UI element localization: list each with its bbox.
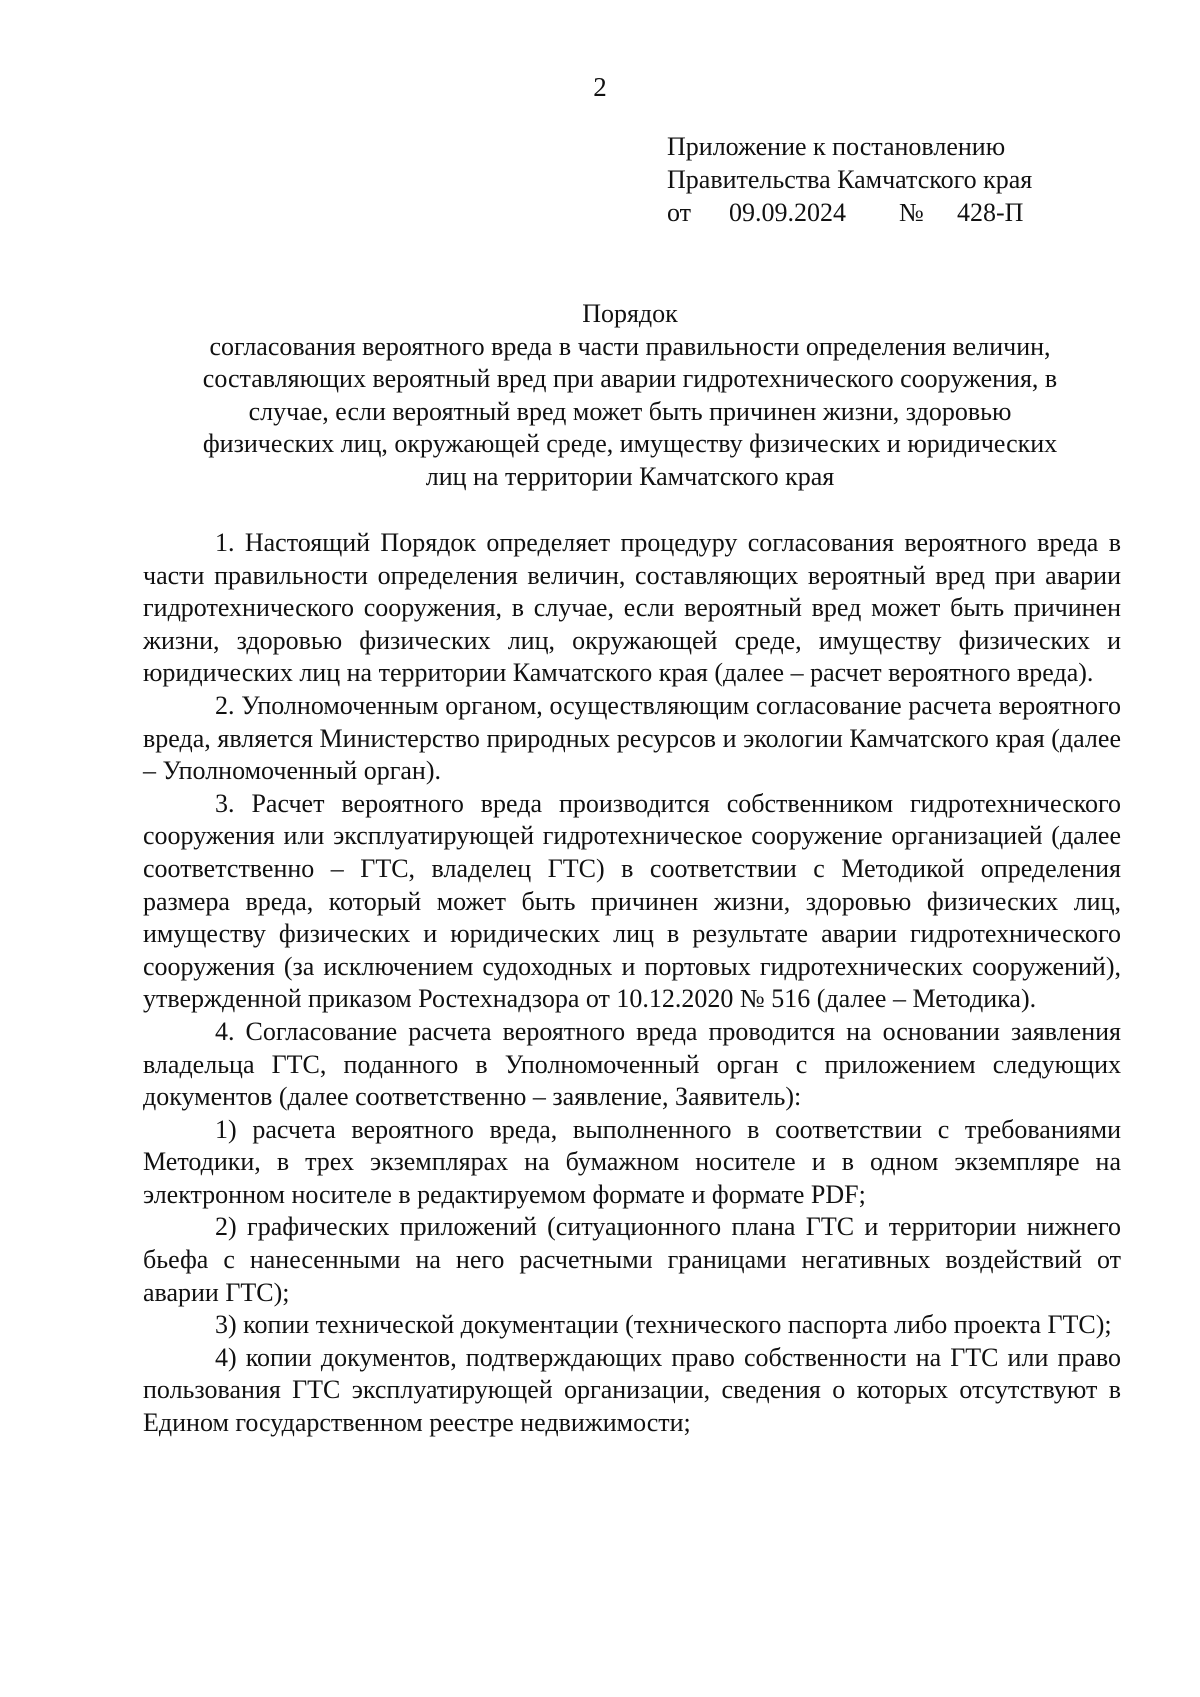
document-date: 09.09.2024	[729, 198, 846, 227]
title-line: согласования вероятного вреда в части правильности определения величин,	[209, 331, 1051, 361]
title-subtitle	[130, 331, 1130, 494]
page-number: 2	[593, 72, 607, 102]
appendix-line-1: Приложение к постановлению	[667, 132, 1006, 161]
title-line: составляющих вероятный вред при аварии гидротехнического сооружения, в	[202, 364, 1058, 394]
title-main: Порядок	[582, 299, 678, 328]
title-line: случае, если вероятный вред может быть причинен жизни, здоровью	[248, 396, 1012, 426]
list-item-1: 1) расчета вероятного вреда, выполненного в соответствии с требованиями Методики, в трех экземплярах на бумажном носителе и в одном экземпляре на электронном носителе в редактируемом формате и формате PDF;	[143, 1114, 1121, 1209]
appendix-date-line	[667, 196, 1167, 229]
appendix-line-2: Правительства Камчатского края	[667, 165, 1033, 194]
document-number: 428-П	[957, 198, 1024, 227]
list-item-4: 4) копии документов, подтверждающих право собственности на ГТС или право пользования ГТС эксплуатирующей организации, сведения о которых отсутствуют в Едином государственном реестре недвижимости;	[143, 1342, 1121, 1438]
paragraph-1: 1. Настоящий Порядок определяет процедуру согласования вероятного вреда в части правильности определения величин, составляющих вероятный вред при аварии гидротехнического сооружения, в случае, если вероятный вред может быть причинен жизни, здоровью физических лиц, окружающей среде, имуществу физических и юридических лиц на территории Камчатского края (далее – расчет вероятного вреда).	[143, 528, 1121, 688]
appendix-header	[667, 130, 1167, 229]
document-title	[130, 298, 1130, 494]
date-prefix: от	[667, 198, 692, 227]
title-line: физических лиц, окружающей среде, имуществу физических и юридических	[202, 429, 1058, 459]
paragraph-4: 4. Согласование расчета вероятного вреда проводится на основании заявления владельца ГТС, поданного в Уполномоченный орган с приложением следующих документов (далее соответственно – заявление, Заявитель):	[143, 1016, 1121, 1112]
number-sign: №	[899, 198, 924, 227]
list-item-3: 3) копии технической документации (технического паспорта либо проекта ГТС);	[215, 1310, 1112, 1340]
paragraph-3: 3. Расчет вероятного вреда производится собственником гидротехнического сооружения или эксплуатирующей гидротехническое сооружение организацией (далее соответственно – ГТС, владелец ГТС) в соответствии с Методикой определения размера вреда, который может быть причинен жизни, здоровью физических лиц, имуществу физических и юридических лиц в результате аварии гидротехнического сооружения (за исключением судоходных и портовых гидротехнических сооружений), утвержденной приказом Ростехнадзора от 10.12.2020 № 516 (далее – Методика).	[143, 788, 1121, 1014]
document-body	[143, 527, 1121, 1440]
paragraph-2: 2. Уполномоченным органом, осуществляющим согласование расчета вероятного вреда, является Министерство природных ресурсов и экологии Камчатского края (далее – Уполномоченный орган).	[143, 690, 1121, 786]
list-item-2: 2) графических приложений (ситуационного плана ГТС и территории нижнего бьефа с нанесенными на него расчетными границами негативных воздействий от аварии ГТС);	[143, 1212, 1121, 1307]
title-line: лиц на территории Камчатского края	[425, 461, 835, 491]
